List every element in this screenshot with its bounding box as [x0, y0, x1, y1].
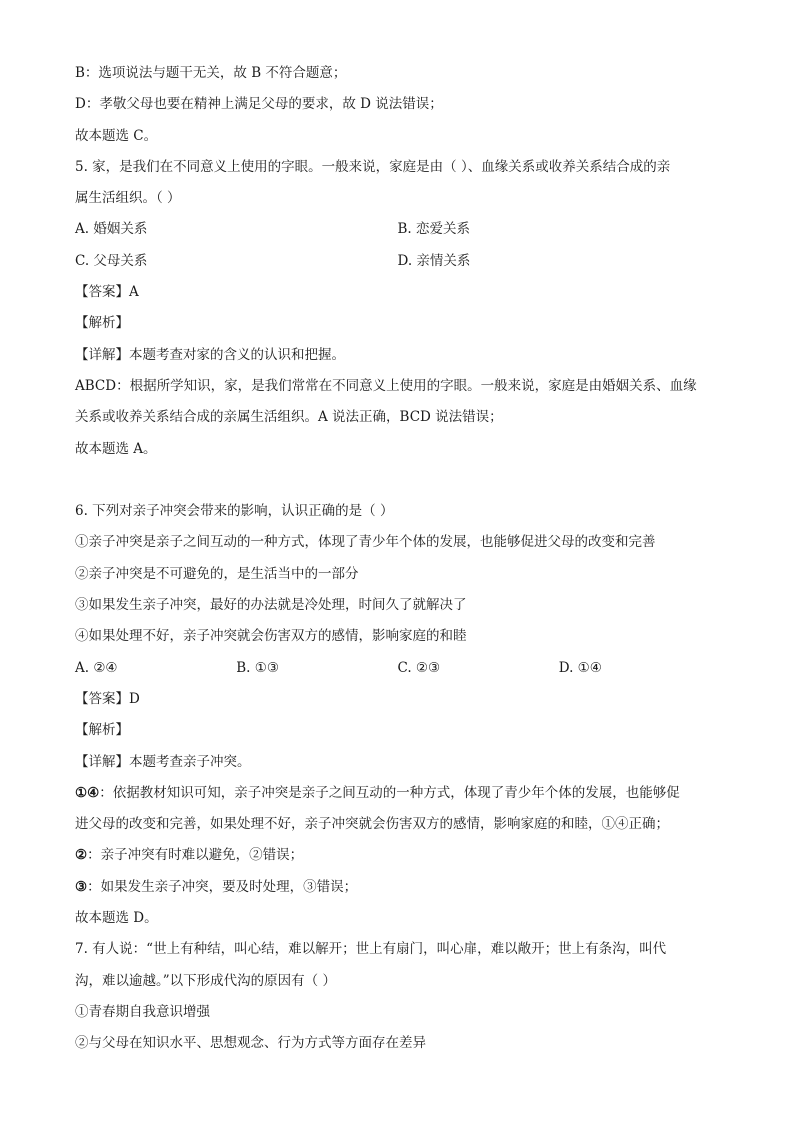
- explanation-line: [75, 778, 720, 809]
- analysis-label: 【解析】: [75, 722, 129, 739]
- answer-label: 【答案】D: [75, 690, 140, 707]
- explanation-text: ：亲子冲突有时难以避免，②错误；: [87, 847, 304, 864]
- detail-line: 【详解】本题考查对家的含义的认识和把握。: [75, 346, 345, 363]
- explanation-line: [75, 840, 720, 871]
- option-d: D. ①④: [558, 659, 602, 676]
- text-line: D：孝敬父母也要在精神上满足父母的要求，故 D 说法错误；: [75, 96, 443, 113]
- option-a: A. 婚姻关系: [75, 221, 148, 238]
- explanation-text: ：如果发生亲子冲突，要及时处理，③错误；: [87, 878, 358, 895]
- conclusion-line: 故本题选 D。: [75, 910, 158, 927]
- text-line: B：选项说法与题干无关，故 B 不符合题意；: [75, 65, 347, 81]
- statement-item: ①青春期自我意识增强: [75, 1003, 210, 1020]
- question-5-stem-cont: 属生活组织。（ ）: [75, 190, 181, 207]
- document-page: [75, 58, 720, 1060]
- text-line: 故本题选 C。: [75, 127, 158, 144]
- option-c: C. ②③: [397, 659, 441, 676]
- option-b: B. 恋爱关系: [397, 221, 471, 238]
- option-a: A. ②④: [75, 659, 118, 676]
- statement-item: ②与父母在知识水平、思想观念、行为方式等方面存在差异: [75, 1035, 426, 1052]
- analysis-label: 【解析】: [75, 315, 129, 332]
- explanation-mark: ①④: [75, 784, 100, 801]
- question-5-options-row-2: [75, 246, 720, 277]
- statement-item: ①亲子冲突是亲子之间互动的一种方式，体现了青少年个体的发展，也能够促进父母的改变和完善: [75, 534, 656, 551]
- question-6-options-row: [75, 653, 720, 684]
- question-7-stem: 7. 有人说：“世上有种结，叫心结，难以解开；世上有扇门，叫心扉，难以敞开；世上有条沟，叫代: [75, 941, 667, 958]
- question-5-options-row-1: [75, 214, 720, 245]
- explanation-mark: ②: [75, 847, 88, 864]
- explanation-line: ABCD：根据所学知识，家，是我们常常在不同意义上使用的字眼。一般来说，家庭是由婚姻关系、血缘: [75, 377, 697, 394]
- statement-item: ③如果发生亲子冲突，最好的办法就是冷处理，时间久了就解决了: [75, 597, 467, 614]
- answer-label: 【答案】A: [75, 284, 139, 301]
- question-7-stem-cont: 沟，难以逾越。”以下形成代沟的原因有（ ）: [75, 972, 336, 989]
- statement-item: ②亲子冲突是不可避免的，是生活当中的一部分: [75, 565, 359, 582]
- explanation-line: 进父母的改变和完善，如果处理不好，亲子冲突就会伤害双方的感情，影响家庭的和睦，①④正确；: [75, 816, 669, 833]
- spacer: [75, 465, 720, 496]
- explanation-line: 关系或收养关系结合成的亲属生活组织。A 说法正确，BCD 说法错误；: [75, 409, 503, 426]
- conclusion-line: 故本题选 A。: [75, 440, 157, 457]
- explanation-line: [75, 872, 720, 903]
- question-5-stem: 5. 家，是我们在不同意义上使用的字眼。一般来说，家庭是由（ ）、血缘关系或收养关系结合成的亲: [75, 158, 671, 175]
- explanation-text: ：依据教材知识可知，亲子冲突是亲子之间互动的一种方式，体现了青少年个体的发展，也能够促: [99, 784, 680, 801]
- detail-line: 【详解】本题考查亲子冲突。: [75, 753, 251, 770]
- option-d: D. 亲情关系: [397, 252, 471, 269]
- option-c: C. 父母关系: [75, 252, 148, 269]
- question-6-stem: 6. 下列对亲子冲突会带来的影响，认识正确的是（ ）: [75, 503, 394, 520]
- statement-item: ④如果处理不好，亲子冲突就会伤害双方的感情，影响家庭的和睦: [75, 628, 467, 645]
- option-b: B. ①③: [236, 659, 279, 676]
- explanation-mark: ③: [75, 878, 88, 895]
